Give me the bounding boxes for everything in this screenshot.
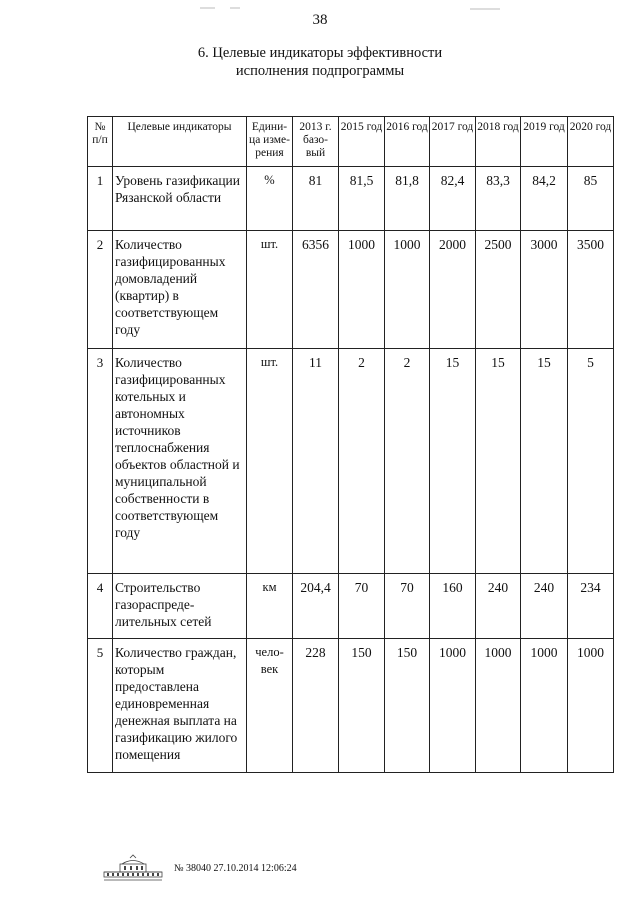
document-registration-info: № 38040 27.10.2014 12:06:24 (174, 862, 297, 874)
row-number: 1 (88, 167, 113, 231)
indicator-name: Уровень газификации Рязанской области (113, 167, 247, 231)
value-2013: 204,4 (293, 574, 339, 639)
header-2016: 2016 год (385, 117, 430, 167)
value-2016: 81,8 (385, 167, 430, 231)
value-2017: 82,4 (430, 167, 476, 231)
header-indicator: Целевые индикаторы (113, 117, 247, 167)
value-2018: 1000 (476, 639, 521, 773)
header-2017: 2017 год (430, 117, 476, 167)
value-2019: 1000 (521, 639, 568, 773)
value-2018: 240 (476, 574, 521, 639)
section-heading-line-1: 6. Целевые индикаторы эффективности (197, 45, 443, 61)
header-base-2013: 2013 г. базо-вый (293, 117, 339, 167)
government-building-stamp-icon (100, 854, 166, 882)
value-2016: 70 (385, 574, 430, 639)
value-2015: 70 (339, 574, 385, 639)
row-number: 5 (88, 639, 113, 773)
header-2019: 2019 год (521, 117, 568, 167)
value-2016: 150 (385, 639, 430, 773)
header-2018: 2018 год (476, 117, 521, 167)
unit-cell: шт. (247, 231, 293, 349)
indicators-table (87, 116, 614, 773)
document-footer (100, 854, 297, 882)
value-2017: 1000 (430, 639, 476, 773)
value-2015: 2 (339, 349, 385, 574)
header-unit: Едини-ца изме-рения (247, 117, 293, 167)
table-header-row (88, 117, 614, 167)
value-2017: 160 (430, 574, 476, 639)
header-num: № п/п (88, 117, 113, 167)
unit-cell: шт. (247, 349, 293, 574)
unit-cell: км (247, 574, 293, 639)
table-row (88, 349, 614, 574)
header-2020: 2020 год (568, 117, 614, 167)
value-2018: 15 (476, 349, 521, 574)
indicator-name: Строительство газораспреде-лительных сетей (113, 574, 247, 639)
table-row (88, 167, 614, 231)
value-2016: 2 (385, 349, 430, 574)
indicator-name: Количество газифицированных котельных и автономных источников теплоснабжения объектов областной и муниципальной собственности в соответствующем году (113, 349, 247, 574)
value-2020: 1000 (568, 639, 614, 773)
value-2015: 1000 (339, 231, 385, 349)
section-heading-line-2: исполнения подпрограммы (235, 63, 405, 79)
value-2019: 240 (521, 574, 568, 639)
row-number: 3 (88, 349, 113, 574)
value-2017: 2000 (430, 231, 476, 349)
value-2017: 15 (430, 349, 476, 574)
value-2013: 11 (293, 349, 339, 574)
value-2018: 2500 (476, 231, 521, 349)
value-2015: 81,5 (339, 167, 385, 231)
value-2020: 3500 (568, 231, 614, 349)
unit-cell: чело-век (247, 639, 293, 773)
value-2020: 5 (568, 349, 614, 574)
table-row (88, 231, 614, 349)
value-2018: 83,3 (476, 167, 521, 231)
value-2013: 6356 (293, 231, 339, 349)
row-number: 2 (88, 231, 113, 349)
value-2019: 84,2 (521, 167, 568, 231)
table-row (88, 574, 614, 639)
page-number: 38 (312, 12, 328, 28)
scan-artifacts (0, 4, 640, 12)
value-2013: 81 (293, 167, 339, 231)
value-2019: 15 (521, 349, 568, 574)
indicator-name: Количество граждан, которым предоставлена единовременная денежная выплата на газификацию жилого помещения (113, 639, 247, 773)
value-2020: 234 (568, 574, 614, 639)
section-heading (0, 44, 640, 80)
unit-cell: % (247, 167, 293, 231)
value-2013: 228 (293, 639, 339, 773)
value-2020: 85 (568, 167, 614, 231)
value-2016: 1000 (385, 231, 430, 349)
value-2015: 150 (339, 639, 385, 773)
header-2015: 2015 год (339, 117, 385, 167)
value-2019: 3000 (521, 231, 568, 349)
row-number: 4 (88, 574, 113, 639)
indicator-name: Количество газифицированных домовладений (квартир) в соответствующем году (113, 231, 247, 349)
table-row (88, 639, 614, 773)
